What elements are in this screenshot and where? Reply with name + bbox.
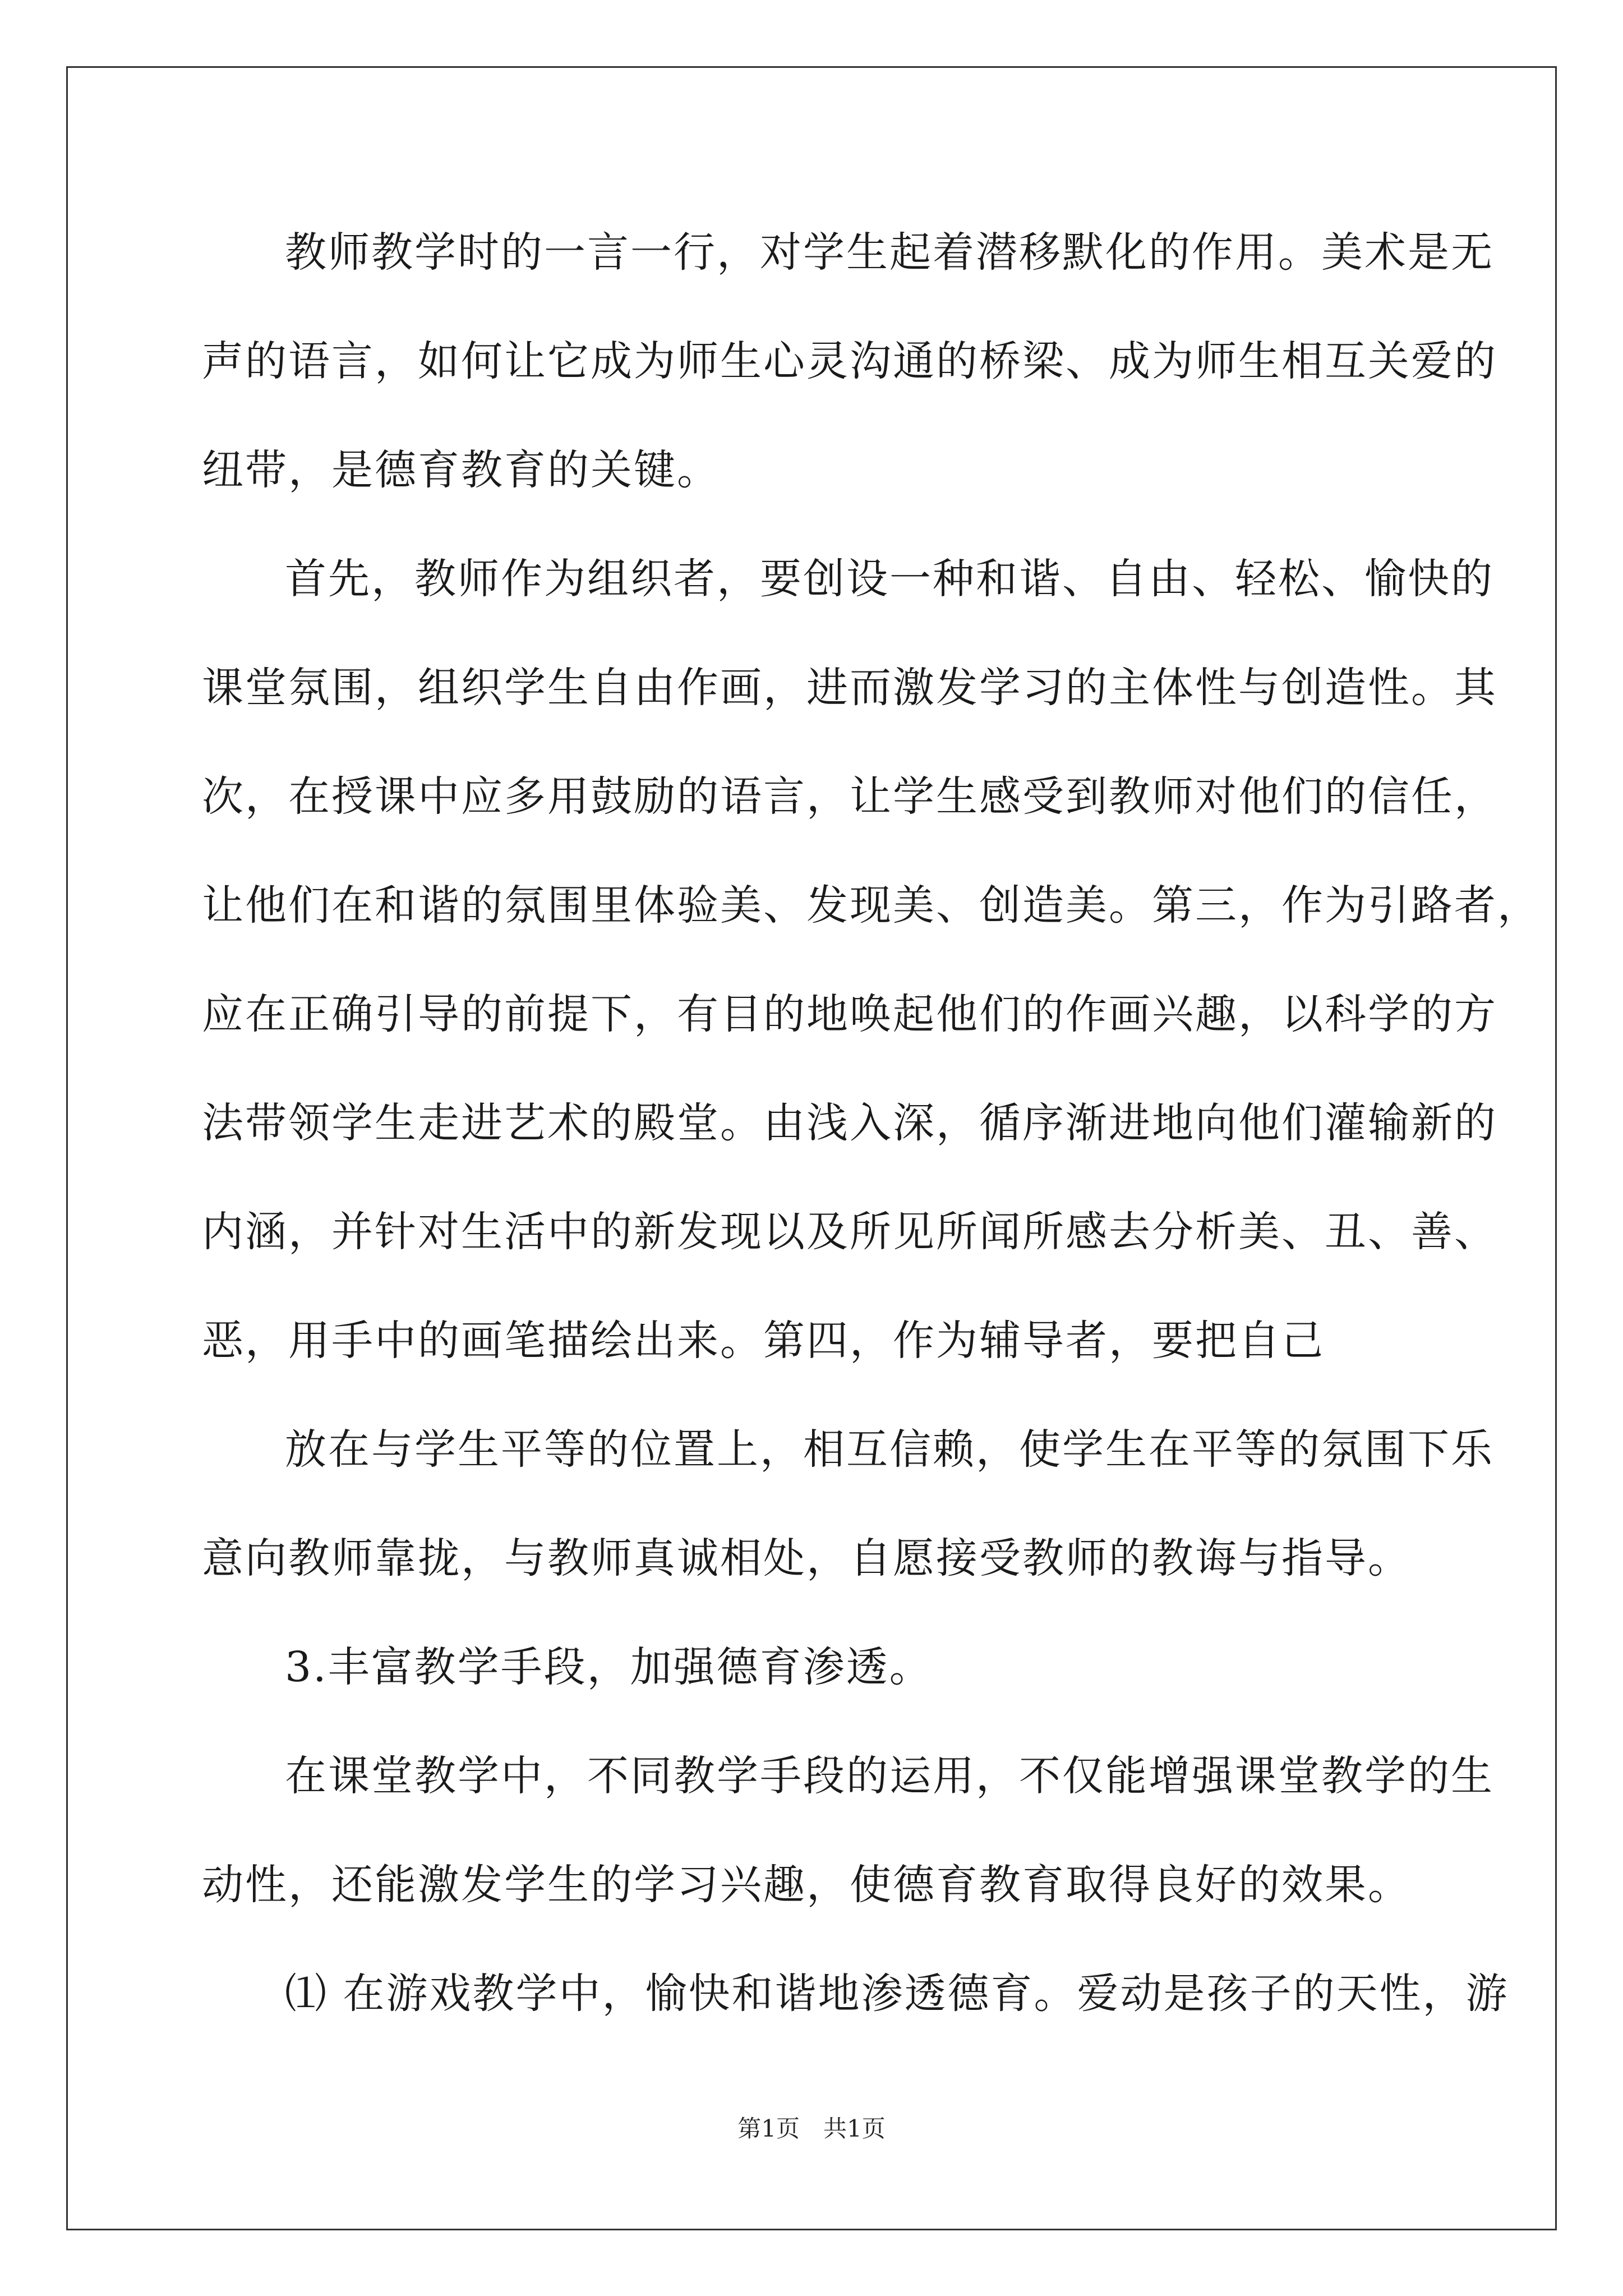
text-line: 首先，教师作为组织者，要创设一种和谐、自由、轻松、愉快的 [285,555,1494,603]
text-line: 意向教师靠拢，与教师真诚相处，自愿接受教师的教诲与指导。 [202,1534,1411,1582]
text-line: 在课堂教学中，不同教学手段的运用，不仅能增强课堂教学的生 [285,1752,1494,1800]
text-line: 声的语言，如何让它成为师生心灵沟通的桥梁、成为师生相互关爱的 [202,337,1497,385]
text-line: 教师教学时的一言一行，对学生起着潜移默化的作用。美术是无 [285,228,1494,277]
text-line: 应在正确引导的前提下，有目的地唤起他们的作画兴趣，以科学的方 [202,990,1497,1038]
text-line: 课堂氛围，组织学生自由作画，进而激发学习的主体性与创造性。其 [202,664,1497,712]
text-line: ⑴ 在游戏教学中，愉快和谐地渗透德育。爱动是孩子的天性，游 [285,1970,1509,2018]
section-heading: 3.丰富教学手段，加强德育渗透。 [285,1643,933,1691]
text-line: 法带领学生走进艺术的殿堂。由浅入深，循序渐进地向他们灌输新的 [202,1099,1497,1147]
text-line: 放在与学生平等的位置上，相互信赖，使学生在平等的氛围下乐 [285,1425,1494,1474]
page-number-footer: 第1页 共1页 [737,2115,886,2142]
text-line: 纽带，是德育教育的关键。 [202,446,720,494]
document-body [202,219,1541,2069]
text-line: 动性，还能激发学生的学习兴趣，使德育教育取得良好的效果。 [202,1861,1411,1909]
text-line: 次，在授课中应多用鼓励的语言，让学生感受到教师对他们的信任， [202,772,1497,821]
text-line: 内涵，并针对生活中的新发现以及所见所闻所感去分析美、丑、善、 [202,1208,1497,1256]
text-line: 恶，用手中的画笔描绘出来。第四，作为辅导者，要把自己 [202,1317,1325,1365]
text-line: 让他们在和谐的氛围里体验美、发现美、创造美。第三，作为引路者， [202,881,1541,930]
